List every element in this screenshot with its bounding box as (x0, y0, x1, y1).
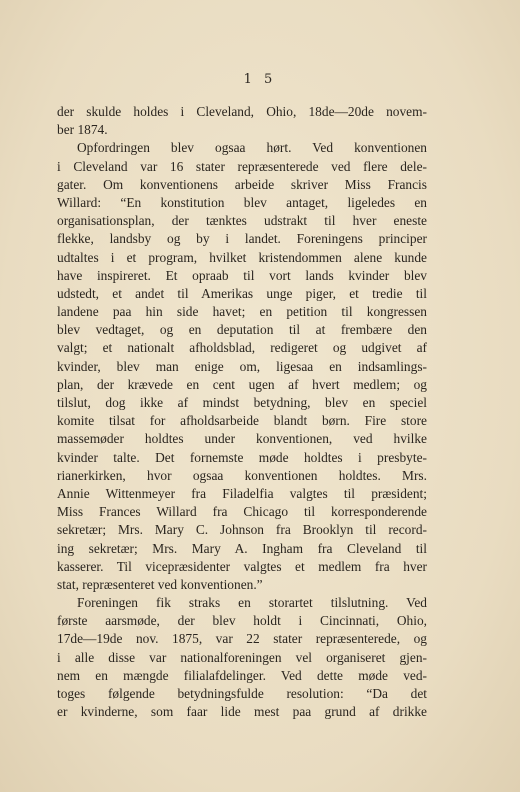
text-line: stat, repræsenteret ved konventionen.” (57, 576, 263, 592)
text-line: Miss Frances Willard fra Chicago til korresponderende (57, 504, 427, 520)
text-line: Annie Wittenmeyer fra Filadelfia valgtes til præsident; (57, 485, 427, 501)
text-line: i alle disse var nationalforeningen vel organiseret gjen- (57, 649, 427, 665)
text-line: der skulde holdes i Cleveland, Ohio, 18de—20de novem- (57, 104, 427, 119)
text-line: sekretær; Mrs. Mary C. Johnson fra Brooklyn til record- (57, 522, 427, 538)
text-line: første aarsmøde, der blev holdt i Cincinnati, Ohio, (57, 613, 427, 629)
text-line: flekke, landsby og by i landet. Foreningens principer (57, 231, 427, 247)
text-line: organisationsplan, der tænktes udstrakt til hver eneste (57, 213, 427, 229)
text-line: nem en mængde filialafdelinger. Ved dette møde ved- (57, 667, 427, 683)
text-line: blev vedtaget, og en deputation til at frembære den (57, 322, 427, 338)
text-line: er kvinderne, som faar lide mest paa grund af drikke (57, 704, 427, 720)
text-line: tilslut, dog ikke af mindst betydning, blev en speciel (57, 395, 427, 410)
text-line: Willard: “En konstitution blev antaget, ligeledes en (57, 194, 427, 210)
page-number: 1 5 (243, 72, 277, 87)
text-line: komite tilsat for afholdsarbeide blandt børn. Fire store (57, 413, 427, 429)
text-line: kvinder, blev man enige om, ligesaa en indsamlings- (57, 358, 427, 374)
text-line: ber 1874. (57, 122, 108, 138)
text-line: Opfordringen blev ogsaa hørt. Ved konventionen (77, 140, 427, 156)
text-line: Foreningen fik straks en storartet tilslutning. Ved (77, 595, 427, 611)
text-line: kvinder talte. Det fornemste møde holdtes i presbyte- (57, 449, 427, 465)
text-line: kasserer. Til vicepræsidenter valgtes et medlem fra hver (57, 558, 427, 574)
text-line: landene paa hin side havet; en petition til kongressen (57, 304, 427, 320)
text-line: rianerkirken, hvor ogsaa konventionen holdtes. Mrs. (57, 467, 427, 483)
text-line: ing sekretær; Mrs. Mary A. Ingham fra Cleveland til (57, 540, 427, 556)
text-line: valgt; et nationalt afholdsblad, redigeret og udgivet af (57, 340, 427, 356)
text-line: have inspireret. Et opraab til vort lands kvinder blev (57, 267, 427, 283)
text-line: udtaltes i et program, hvilket kristendommen alene kunde (57, 249, 427, 265)
text-line: massemøder holdtes under konventionen, ved hvilke (57, 431, 427, 447)
text-line: gater. Om konventionens arbeide skriver Miss Francis (57, 176, 427, 192)
text-line: 17de—19de nov. 1875, var 22 stater repræsenterede, og (57, 631, 427, 647)
text-line: plan, der krævede en cent ugen af hvert medlem; og (57, 376, 427, 392)
body-text (57, 103, 427, 721)
text-line: i Cleveland var 16 stater repræsenterede ved flere dele- (57, 158, 427, 174)
text-line: toges følgende betydningsfulde resolution: “Da det (57, 686, 427, 701)
text-line: udstedt, et andet til Amerikas unge piger, et tredie til (57, 285, 427, 301)
